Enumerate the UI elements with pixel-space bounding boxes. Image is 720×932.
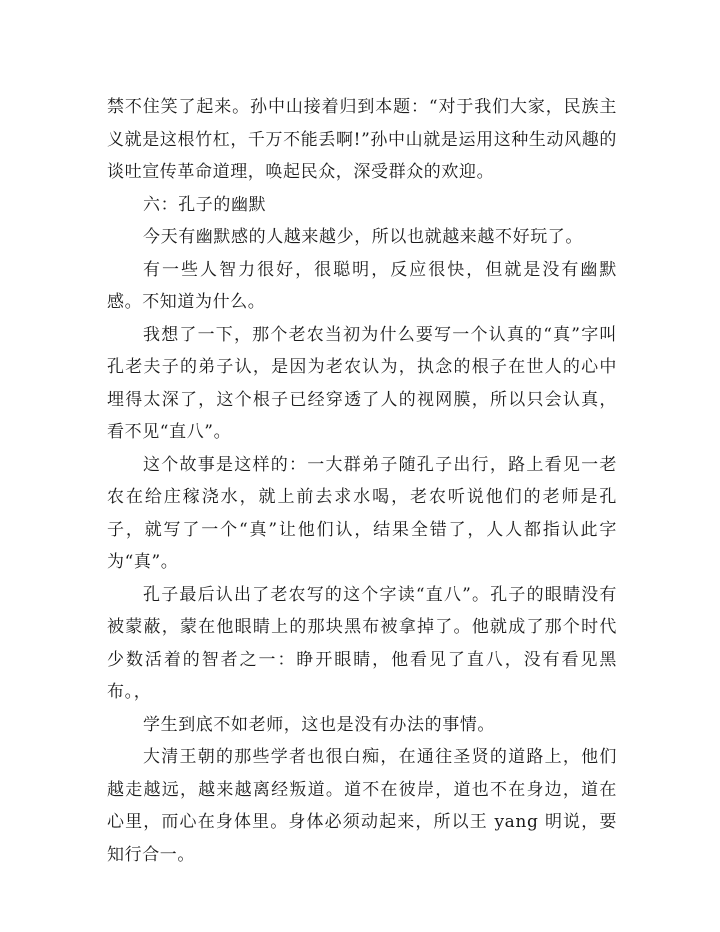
paragraph-7: 学生到底不如老师，这也是没有办法的事情。 xyxy=(143,714,495,735)
paragraph-4: 我想了一下，那个老农当初为什么要写一个认真的“真”字叫孔老夫子的弟子认，是因为老农认为，执念的根子在世人的心中埋得太深了，这个根子已经穿透了人的视网膜，所以只会认真，看不见“直八”。 xyxy=(107,324,617,442)
document-body xyxy=(107,91,617,871)
paragraph-5: 这个故事是这样的：一大群弟子随孔子出行，路上看见一老农在给庄稼浇水，就上前去求水喝，老农听说他们的老师是孔子，就写了一个“真”让他们认，结果全错了，人人都指认此字为“真”。 xyxy=(107,454,617,572)
paragraph-2: 今天有幽默感的人越来越少，所以也就越来越不好玩了。 xyxy=(143,227,583,247)
paragraph-8: 大清王朝的那些学者也很白痴，在通往圣贤的道路上，他们越走越远，越来越离经叛道。道不在彼岸，道也不在身边，道在心里，而心在身体里。身体必须动起来，所以王 yang 明说，要知行合一。 xyxy=(107,747,617,865)
paragraph-6: 孔子最后认出了老农写的这个字读“直八”。孔子的眼睛没有被蒙蔽，蒙在他眼睛上的那块黑布被拿掉了。他就成了那个时代少数活着的智者之一：睁开眼睛，他看见了直八，没有看见黑布。， xyxy=(107,584,617,702)
paragraph-1: 禁不住笑了起来。孙中山接着归到本题：“对于我们大家，民族主义就是这根竹杠，千万不能丢啊!”孙中山就是运用这种生动风趣的谈吐宣传革命道理，唤起民众，深受群众的欢迎。 xyxy=(107,97,617,182)
paragraph-3: 有一些人智力很好，很聪明，反应很快，但就是没有幽默感。不知道为什么。 xyxy=(107,259,617,312)
section-heading: 六：孔子的幽默 xyxy=(143,194,267,215)
